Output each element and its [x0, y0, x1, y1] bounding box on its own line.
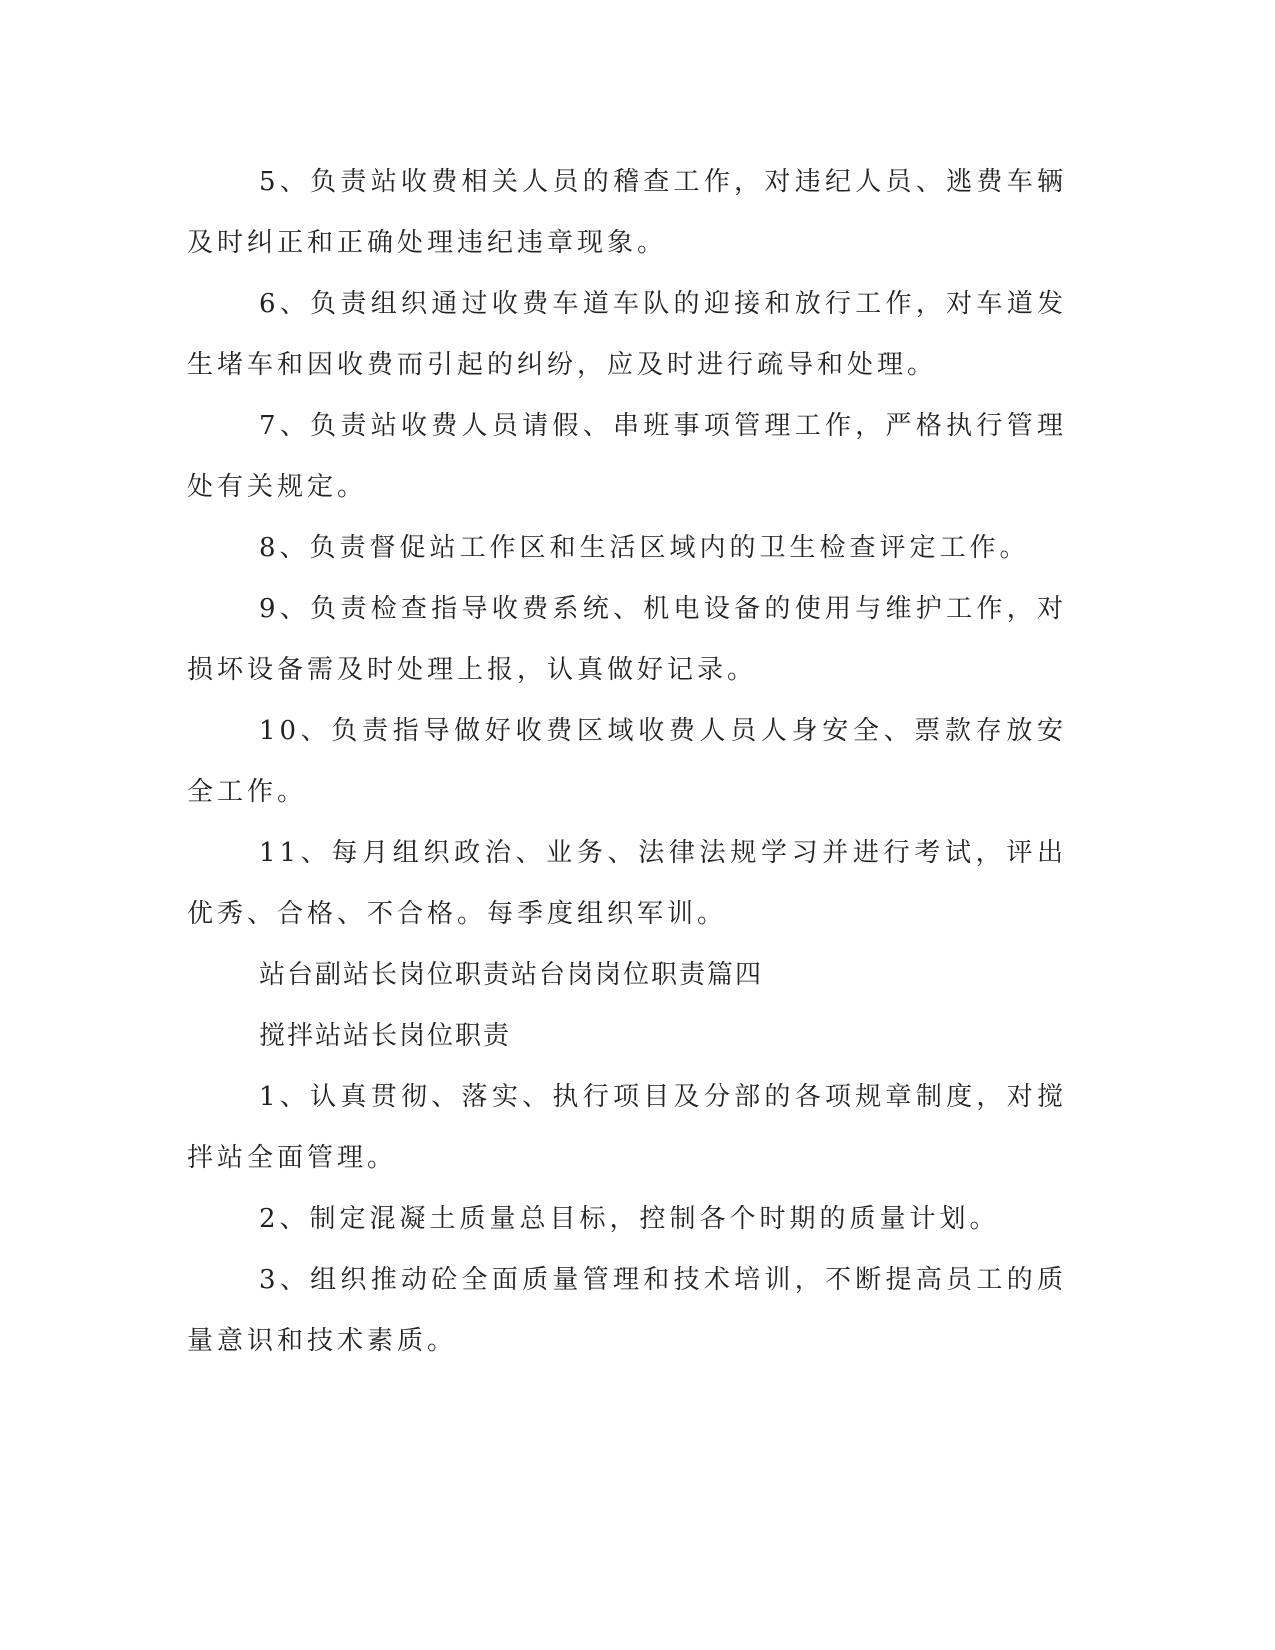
paragraph-item-3: 3、组织推动砼全面质量管理和技术培训，不断提高员工的质量意识和技术素质。 — [187, 1265, 1067, 1356]
paragraph-item-10: 10、负责指导做好收费区域收费人员人身安全、票款存放安全工作。 — [187, 716, 1067, 807]
paragraph-item-2: 2、制定混凝土质量总目标，控制各个时期的质量计划。 — [259, 1204, 1000, 1234]
paragraph-item-8: 8、负责督促站工作区和生活区域内的卫生检查评定工作。 — [259, 533, 1030, 563]
paragraph-item-6: 6、负责组织通过收费车道车队的迎接和放行工作，对车道发生堵车和因收费而引起的纠纷，应及时进行疏导和处理。 — [187, 289, 1067, 380]
paragraph-item-7: 7、负责站收费人员请假、串班事项管理工作，严格执行管理处有关规定。 — [187, 411, 1067, 502]
paragraph-item-1: 1、认真贯彻、落实、执行项目及分部的各项规章制度，对搅拌站全面管理。 — [187, 1082, 1067, 1173]
paragraph-item-5: 5、负责站收费相关人员的稽查工作，对违纪人员、逃费车辆及时纠正和正确处理违纪违章现象。 — [187, 167, 1067, 258]
paragraph-item-11: 11、每月组织政治、业务、法律法规学习并进行考试，评出优秀、合格、不合格。每季度组织军训。 — [187, 838, 1067, 929]
section-heading: 站台副站长岗位职责站台岗岗位职责篇四 — [259, 960, 764, 990]
subsection-heading: 搅拌站站长岗位职责 — [259, 1021, 512, 1051]
paragraph-item-9: 9、负责检查指导收费系统、机电设备的使用与维护工作，对损坏设备需及时处理上报，认真做好记录。 — [187, 594, 1067, 685]
document-body — [187, 152, 1067, 1372]
